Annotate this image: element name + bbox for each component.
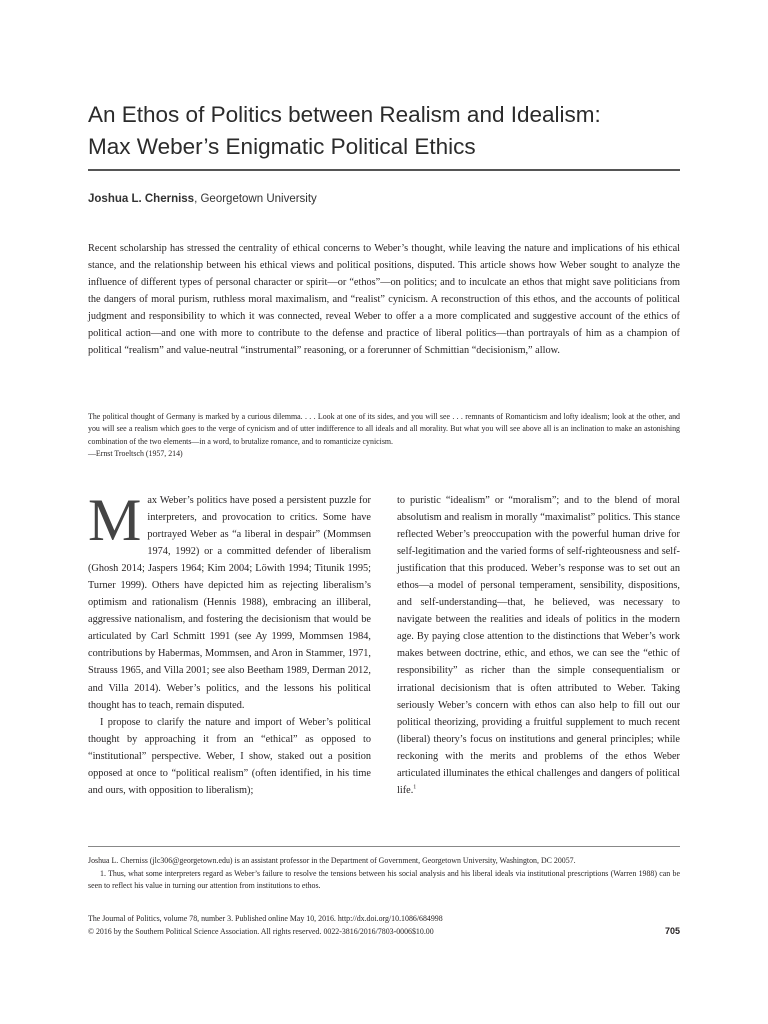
- journal-info: [88, 912, 648, 938]
- author-note: Joshua L. Cherniss (jlc306@georgetown.edu) is an assistant professor in the Department of Government, Georgetown University, Washington, DC 20057.: [88, 856, 576, 865]
- footnotes: [88, 855, 680, 893]
- footnote-1: 1. Thus, what some interpreters regard as Weber’s failure to resolve the tensions between his social analysis and his liberal ideals via institutional prescriptions (Warren 1988) can be seen to reflect his value in turning our attention from institutions to ethos.: [88, 868, 680, 890]
- footnote-ref-1[interactable]: 1: [413, 784, 417, 791]
- author-affiliation: , Georgetown University: [194, 193, 317, 205]
- footnote-rule: [88, 846, 680, 847]
- right-paragraph-1: [397, 492, 680, 799]
- epigraph-text: The political thought of Germany is marked by a curious dilemma. . . . Look at one of its sides, and you will see . . . remnants of Romanticism and lofty idealism; look at the other, and you will see a realism which goes to the verge of cynicism and of utter indifference to all ideals and all morality. But what you will see above all is an inclination to make an astonishing combination of the two elements—in a word, to brutalize romance, and to romanticize cynicism.: [88, 412, 680, 446]
- title-rule: [88, 169, 680, 171]
- copyright-line: © 2016 by the Southern Political Science Association. All rights reserved. 0022-3816/2016/7803-0006$10.00: [88, 927, 434, 936]
- epigraph-attribution: —Ernst Troeltsch (1957, 214): [88, 448, 183, 458]
- body-column-right: [397, 492, 680, 799]
- body-paragraph: [88, 487, 371, 714]
- article-title: [88, 99, 688, 163]
- left-paragraph-2: I propose to clarify the nature and import of Weber’s political thought by approaching it from an “ethical” as opposed to “institutional” perspective. Weber, I show, staked out a position opposed at once to “political realism” (often identified, in his time and ours, with opposition to liberalism);: [88, 716, 371, 796]
- title-line-2: Max Weber’s Enigmatic Political Ethics: [88, 134, 476, 159]
- body-column-left: [88, 487, 371, 799]
- drop-cap: M: [88, 487, 142, 553]
- author-line: [88, 193, 317, 205]
- author-name: Joshua L. Cherniss: [88, 193, 195, 205]
- left-paragraph-1-text: ax Weber’s politics have posed a persistent puzzle for interpreters, and provocation to critics. Some have portrayed Weber as “a liberal in despair” (Mommsen 1974, 1992) or a committed defender of liberalism (Ghosh 2014; Jaspers 1964; Kim 2004; Löwith 1994; Titunik 1995; Turner 1999). Others have depicted him as rejecting liberalism’s optimism and rationalism (Hennis 1988), embracing an illiberal, aggressive nationalism, and fostering the decisionism that would be articulated by Carl Schmitt 1991 (see Ay 1999, Mommsen 1984, contributions by Habermas, Mommsen, and Aron in Stammer, 1971, Strauss 1965, and Villa 2001; see also Beetham 1989, Derman 2012, and Villa 2014). Weber’s politics, and the lessons his political thought has to teach, remain disputed.: [88, 495, 371, 711]
- right-paragraph-1-text: to puristic “idealism” or “moralism”; and to the blend of moral absolutism and realism in morally “maximalist” politics. This stance reflected Weber’s preoccupation with the powerful human drive for self-legitimation and the varied forms of self-righteousness and self-justification that this produced. Weber’s response was to set out an ethos—a model of personal temperament, sensibility, dispositions, and self-understanding—that, he believed, was necessary to navigate between the realities and ideals of politics in the modern age. By paying close attention to the distinctions that Weber’s work makes between doctrine, ethic, and ethos, we can see the “ethic of responsibility” as richer than the simple consequentialism or irrational decisionism that is often attributed to Weber. Taking seriously Weber’s concern with ethos can also help to fill out our political theorizing, providing a fruitful supplement to much recent (liberal) theory’s focus on institutions and general principles; while reckoning with the merits and problems of the ethos Weber articulated illuminates the ethical challenges and dangers of political life.: [397, 495, 680, 796]
- page-number: 705: [664, 926, 680, 936]
- abstract: Recent scholarship has stressed the centrality of ethical concerns to Weber’s thought, while leaving the nature and implications of his ethical stance, and the relationship between his ethical views and political positions, disputed. This article shows how Weber sought to analyze the influence of different types of personal character or spirit—or “ethos”—on politics; and to inculcate an ethos that might save politicians from the dangers of moral purism, ruthless moral maximalism, and “realist” cynicism. A reconstruction of this ethos, and the accounts of political judgment and responsibility to which it was connected, reveal Weber to offer a a more complicated and suggestive account of the ethics of political action—and one with more to contribute to the defense and practice of liberal politics—than portrayals of him as a champion of political “realism” and value-neutral “instrumental” reasoning, or a forerunner of Schmittian “decisionism,” allow.: [88, 243, 680, 357]
- title-line-1: An Ethos of Politics between Realism and Idealism:: [88, 102, 601, 127]
- journal-citation: The Journal of Politics, volume 78, number 3. Published online May 10, 2016. http://dx.doi.org/10.1086/684998: [88, 914, 443, 923]
- epigraph: [88, 411, 680, 460]
